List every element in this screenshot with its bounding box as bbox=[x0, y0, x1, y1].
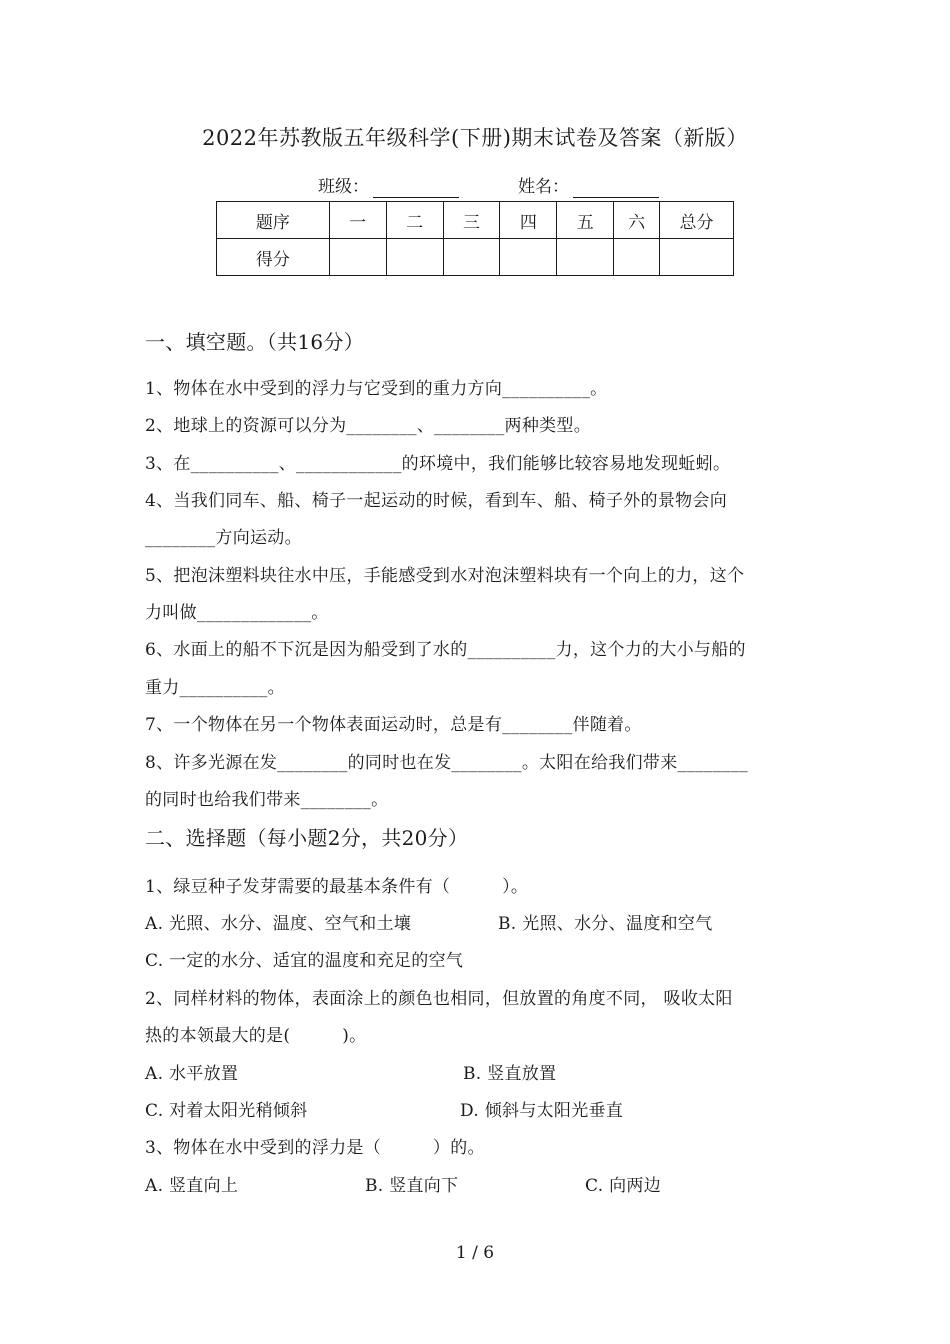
option-a: A. 竖直向上 bbox=[145, 1176, 239, 1196]
score-header-cell: 三 bbox=[443, 202, 500, 239]
question-line: 8、许多光源在发________的同时也在发________。太阳在给我们带来________ bbox=[145, 753, 748, 773]
option-a: A. 光照、水分、温度、空气和土壤 bbox=[145, 914, 412, 934]
name-label: 姓名： bbox=[518, 177, 569, 197]
question-line: 重力__________。 bbox=[145, 678, 285, 698]
page-title: 2022年苏教版五年级科学(下册)期末试卷及答案（新版） bbox=[202, 126, 748, 150]
question-stem: 3、物体在水中受到的浮力是（ ）的。 bbox=[145, 1138, 485, 1158]
option-a: A. 水平放置 bbox=[145, 1064, 239, 1084]
option-b: B. 光照、水分、温度和空气 bbox=[498, 914, 713, 934]
score-table bbox=[216, 201, 734, 276]
section2-heading: 二、选择题（每小题2分，共20分） bbox=[145, 826, 469, 850]
option-c: C. 对着太阳光稍倾斜 bbox=[145, 1101, 308, 1121]
score-cell[interactable] bbox=[500, 239, 557, 276]
class-field bbox=[318, 172, 459, 198]
class-label: 班级： bbox=[318, 177, 369, 197]
score-cell[interactable] bbox=[557, 239, 614, 276]
question-line: ________方向运动。 bbox=[145, 528, 302, 548]
score-row-label: 得分 bbox=[217, 239, 330, 276]
option-b: B. 竖直放置 bbox=[463, 1064, 557, 1084]
question-stem: 1、绿豆种子发芽需要的最基本条件有（ ）。 bbox=[145, 877, 529, 897]
question-line: 力叫做_____________。 bbox=[145, 603, 329, 623]
option-c: C. 向两边 bbox=[585, 1176, 662, 1196]
class-blank bbox=[373, 179, 459, 198]
question-line: 7、一个物体在另一个物体表面运动时，总是有________伴随着。 bbox=[145, 715, 642, 735]
question-line: 3、在__________、____________的环境中，我们能够比较容易地发现蚯蚓。 bbox=[145, 454, 731, 474]
page-number: 1 / 6 bbox=[455, 1243, 495, 1263]
score-cell[interactable] bbox=[329, 239, 386, 276]
score-cell[interactable] bbox=[443, 239, 500, 276]
question-line: 1、物体在水中受到的浮力与它受到的重力方向__________。 bbox=[145, 379, 608, 399]
score-cell[interactable] bbox=[614, 239, 660, 276]
option-d: D. 倾斜与太阳光垂直 bbox=[460, 1101, 624, 1121]
score-header-cell: 题序 bbox=[217, 202, 330, 239]
question-line: 5、把泡沫塑料块往水中压，手能感受到水对泡沫塑料块有一个向上的力，这个 bbox=[145, 566, 745, 586]
section1-heading: 一、填空题。（共16分） bbox=[145, 330, 365, 354]
question-line: 6、水面上的船不下沉是因为船受到了水的__________力，这个力的大小与船的 bbox=[145, 640, 746, 660]
question-stem: 2、同样材料的物体，表面涂上的颜色也相同，但放置的角度不同， 吸收太阳 bbox=[145, 989, 733, 1009]
option-b: B. 竖直向下 bbox=[365, 1176, 459, 1196]
name-field bbox=[518, 172, 659, 198]
option-c: C. 一定的水分、适宜的温度和充足的空气 bbox=[145, 951, 464, 971]
score-header-cell: 四 bbox=[500, 202, 557, 239]
question-line: 的同时也给我们带来________。 bbox=[145, 790, 389, 810]
score-header-cell: 二 bbox=[386, 202, 443, 239]
score-table-header-row bbox=[217, 202, 734, 239]
score-cell[interactable] bbox=[386, 239, 443, 276]
score-table-score-row bbox=[217, 239, 734, 276]
name-blank bbox=[573, 179, 659, 198]
question-line: 4、当我们同车、船、椅子一起运动的时候，看到车、船、椅子外的景物会向 bbox=[145, 491, 728, 511]
question-line: 2、地球上的资源可以分为________、________两种类型。 bbox=[145, 416, 592, 436]
question-stem: 热的本领最大的是( )。 bbox=[145, 1026, 367, 1046]
score-cell[interactable] bbox=[660, 239, 734, 276]
score-header-cell: 一 bbox=[329, 202, 386, 239]
score-header-cell: 五 bbox=[557, 202, 614, 239]
score-header-cell: 六 bbox=[614, 202, 660, 239]
score-header-cell: 总分 bbox=[660, 202, 734, 239]
